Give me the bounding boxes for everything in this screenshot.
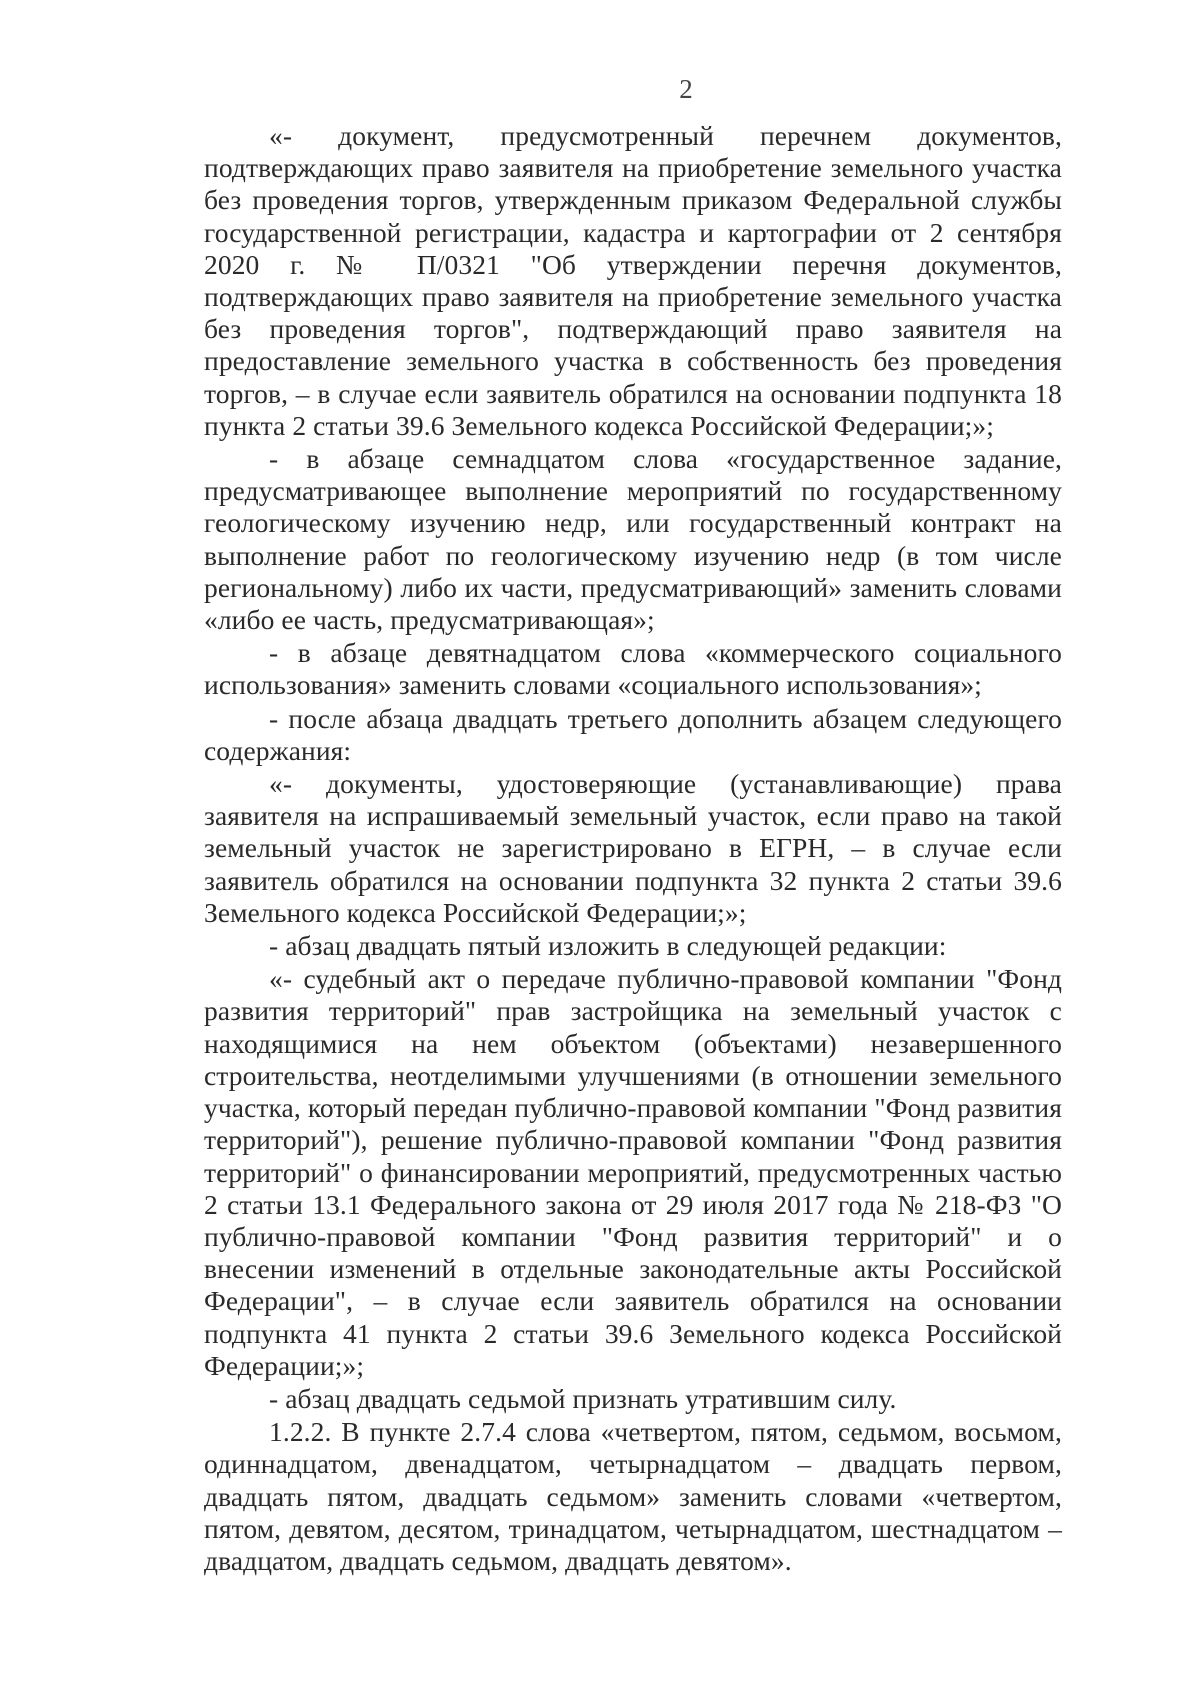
paragraph-8: - абзац двадцать седьмой признать утратившим силу. xyxy=(269,1382,897,1414)
paragraph-3: - в абзаце девятнадцатом слова «коммерческого социального использования» заменить словами «социального использования»; xyxy=(204,637,1062,701)
page-number: 2 xyxy=(679,74,693,104)
paragraph-7: «- судебный акт о передаче публично-правовой компании "Фонд развития территорий" прав застройщика на земельный участок с находящимися на нем объектом (объектами) незавершенного строительства, неотделимыми улучшениями (в отношении земельного участка, который передан публично-правовой компании "Фонд развития территорий"), решение публично-правовой компании "Фонд развития территорий" о финансировании мероприятий, предусмотренных частью 2 статьи 13.1 Федерального закона от 29 июля 2017 года № 218-ФЗ "О публично-правовой компании "Фонд развития территорий" и о внесении изменений в отдельные законодательные акты Российской Федерации", – в случае если заявитель обратился на основании подпункта 41 пункта 2 статьи 39.6 Земельного кодекса Российской Федерации;»; xyxy=(204,963,1062,1381)
paragraph-4: - после абзаца двадцать третьего дополнить абзацем следующего содержания: xyxy=(204,702,1062,766)
paragraph-9: 1.2.2. В пункте 2.7.4 слова «четвертом, пятом, седьмом, восьмом, одиннадцатом, двенадцатом, четырнадцатом – двадцать первом, двадцать пятом, двадцать седьмом» заменить словами «четвертом, пятом, девятом, десятом, тринадцатом, четырнадцатом, шестнадцатом – двадцатом, двадцать седьмом, двадцать девятом». xyxy=(204,1416,1062,1576)
paragraph-6: - абзац двадцать пятый изложить в следующей редакции: xyxy=(269,930,947,962)
paragraph-2: - в абзаце семнадцатом слова «государственное задание, предусматривающее выполнение мероприятий по государственному геологическому изучению недр, или государственный контракт на выполнение работ по геологическому изучению недр (в том числе региональному) либо их части, предусматривающий» заменить словами «либо ее часть, предусматривающая»; xyxy=(204,443,1062,636)
paragraph-5: «- документы, удостоверяющие (устанавливающие) права заявителя на испрашиваемый земельный участок, если право на такой земельный участок не зарегистрировано в ЕГРН, – в случае если заявитель обратился на основании подпункта 32 пункта 2 статьи 39.6 Земельного кодекса Российской Федерации;»; xyxy=(204,768,1062,928)
paragraph-1: «- документ, предусмотренный перечнем документов, подтверждающих право заявителя на приобретение земельного участка без проведения торгов, утвержденным приказом Федеральной службы государственной регистрации, кадастра и картографии от 2 сентября 2020 г. № П/0321 "Об утверждении перечня документов, подтверждающих право заявителя на приобретение земельного участка без проведения торгов", подтверждающий право заявителя на предоставление земельного участка в собственность без проведения торгов, – в случае если заявитель обратился на основании подпункта 18 пункта 2 статьи 39.6 Земельного кодекса Российской Федерации;»; xyxy=(204,120,1062,441)
